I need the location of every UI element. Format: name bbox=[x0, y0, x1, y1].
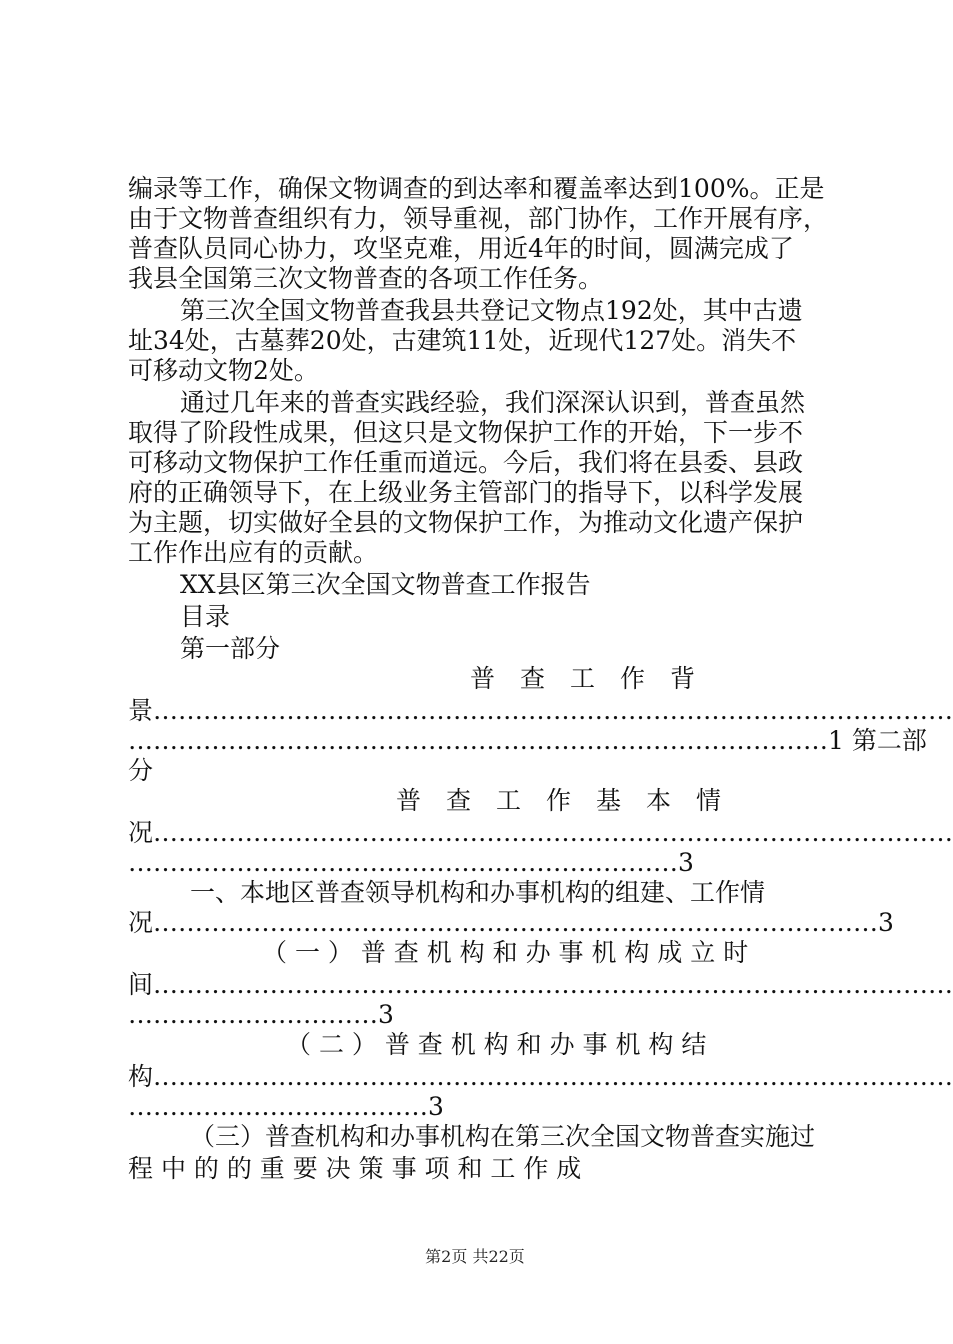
toc-entry-spaced: 普 查 工 作 基 本 情 bbox=[396, 786, 722, 815]
toc-heading: 目录 bbox=[180, 602, 231, 631]
text-line: 址34处，古墓葬20处，古建筑11处，近现代127处。消失不 bbox=[128, 326, 797, 355]
text-line: 取得了阶段性成果，但这只是文物保护工作的开始，下一步不 bbox=[128, 418, 804, 447]
toc-leader: 景…………………………………………………………………………………… bbox=[128, 696, 953, 725]
text-line: 第三次全国文物普查我县共登记文物点192处，其中古遗 bbox=[180, 296, 803, 325]
toc-entry-spaced: 普 查 工 作 背 bbox=[470, 664, 696, 693]
text-line: 可移动文物保护工作任重而道远。今后，我们将在县委、县政 bbox=[128, 448, 804, 477]
toc-leader: ………………………………3 bbox=[128, 1092, 444, 1121]
toc-entry: 一、本地区普查领导机构和办事机构的组建、工作情 bbox=[190, 878, 766, 907]
text-line: 我县全国第三次文物普查的各项工作任务。 bbox=[128, 264, 604, 293]
text-line: 为主题，切实做好全县的文物保护工作，为推动文化遗产保护 bbox=[128, 508, 804, 537]
toc-title: XX县区第三次全国文物普查工作报告 bbox=[180, 570, 591, 599]
text-line: 普查队员同心协力，攻坚克难，用近4年的时间，圆满完成了 bbox=[128, 234, 794, 263]
toc-leader: …………………………………………………………3 bbox=[128, 848, 694, 877]
page-footer: 第2页 共22页 bbox=[425, 1247, 525, 1266]
toc-entry-spaced: （ 一 ） 普 查 机 构 和 办 事 机 构 成 立 时 bbox=[262, 938, 749, 967]
toc-leader: 况……………………………………………………………………………3 bbox=[128, 908, 894, 937]
toc-leader: 间…………………………………………………………………………………… bbox=[128, 970, 953, 999]
toc-leader: 况…………………………………………………………………………………… bbox=[128, 818, 953, 847]
toc-entry: （三）普查机构和办事机构在第三次全国文物普查实施过 bbox=[190, 1122, 816, 1151]
text-line: 由于文物普查组织有力，领导重视，部门协作，工作开展有序， bbox=[128, 204, 829, 233]
text-line: 编录等工作，确保文物调查的到达率和覆盖率达到100%。正是 bbox=[128, 174, 825, 203]
toc-entry-spaced: 程 中 的 的 重 要 决 策 事 项 和 工 作 成 bbox=[128, 1154, 582, 1183]
text-line: 府的正确领导下，在上级业务主管部门的指导下，以科学发展 bbox=[128, 478, 804, 507]
toc-entry-spaced: （ 二 ） 普 查 机 构 和 办 事 机 构 结 bbox=[286, 1030, 707, 1059]
toc-leader: …………………………………………………………………………1 第二部 bbox=[128, 726, 927, 755]
text-line: 工作作出应有的贡献。 bbox=[128, 538, 379, 567]
text-line: 可移动文物2处。 bbox=[128, 356, 319, 385]
toc-leader: 构…………………………………………………………………………………… bbox=[128, 1062, 953, 1091]
toc-leader: …………………………3 bbox=[128, 1000, 394, 1029]
text-line: 分 bbox=[128, 756, 154, 785]
toc-part-label: 第一部分 bbox=[180, 634, 281, 663]
text-line: 通过几年来的普查实践经验，我们深深认识到，普查虽然 bbox=[180, 388, 806, 417]
